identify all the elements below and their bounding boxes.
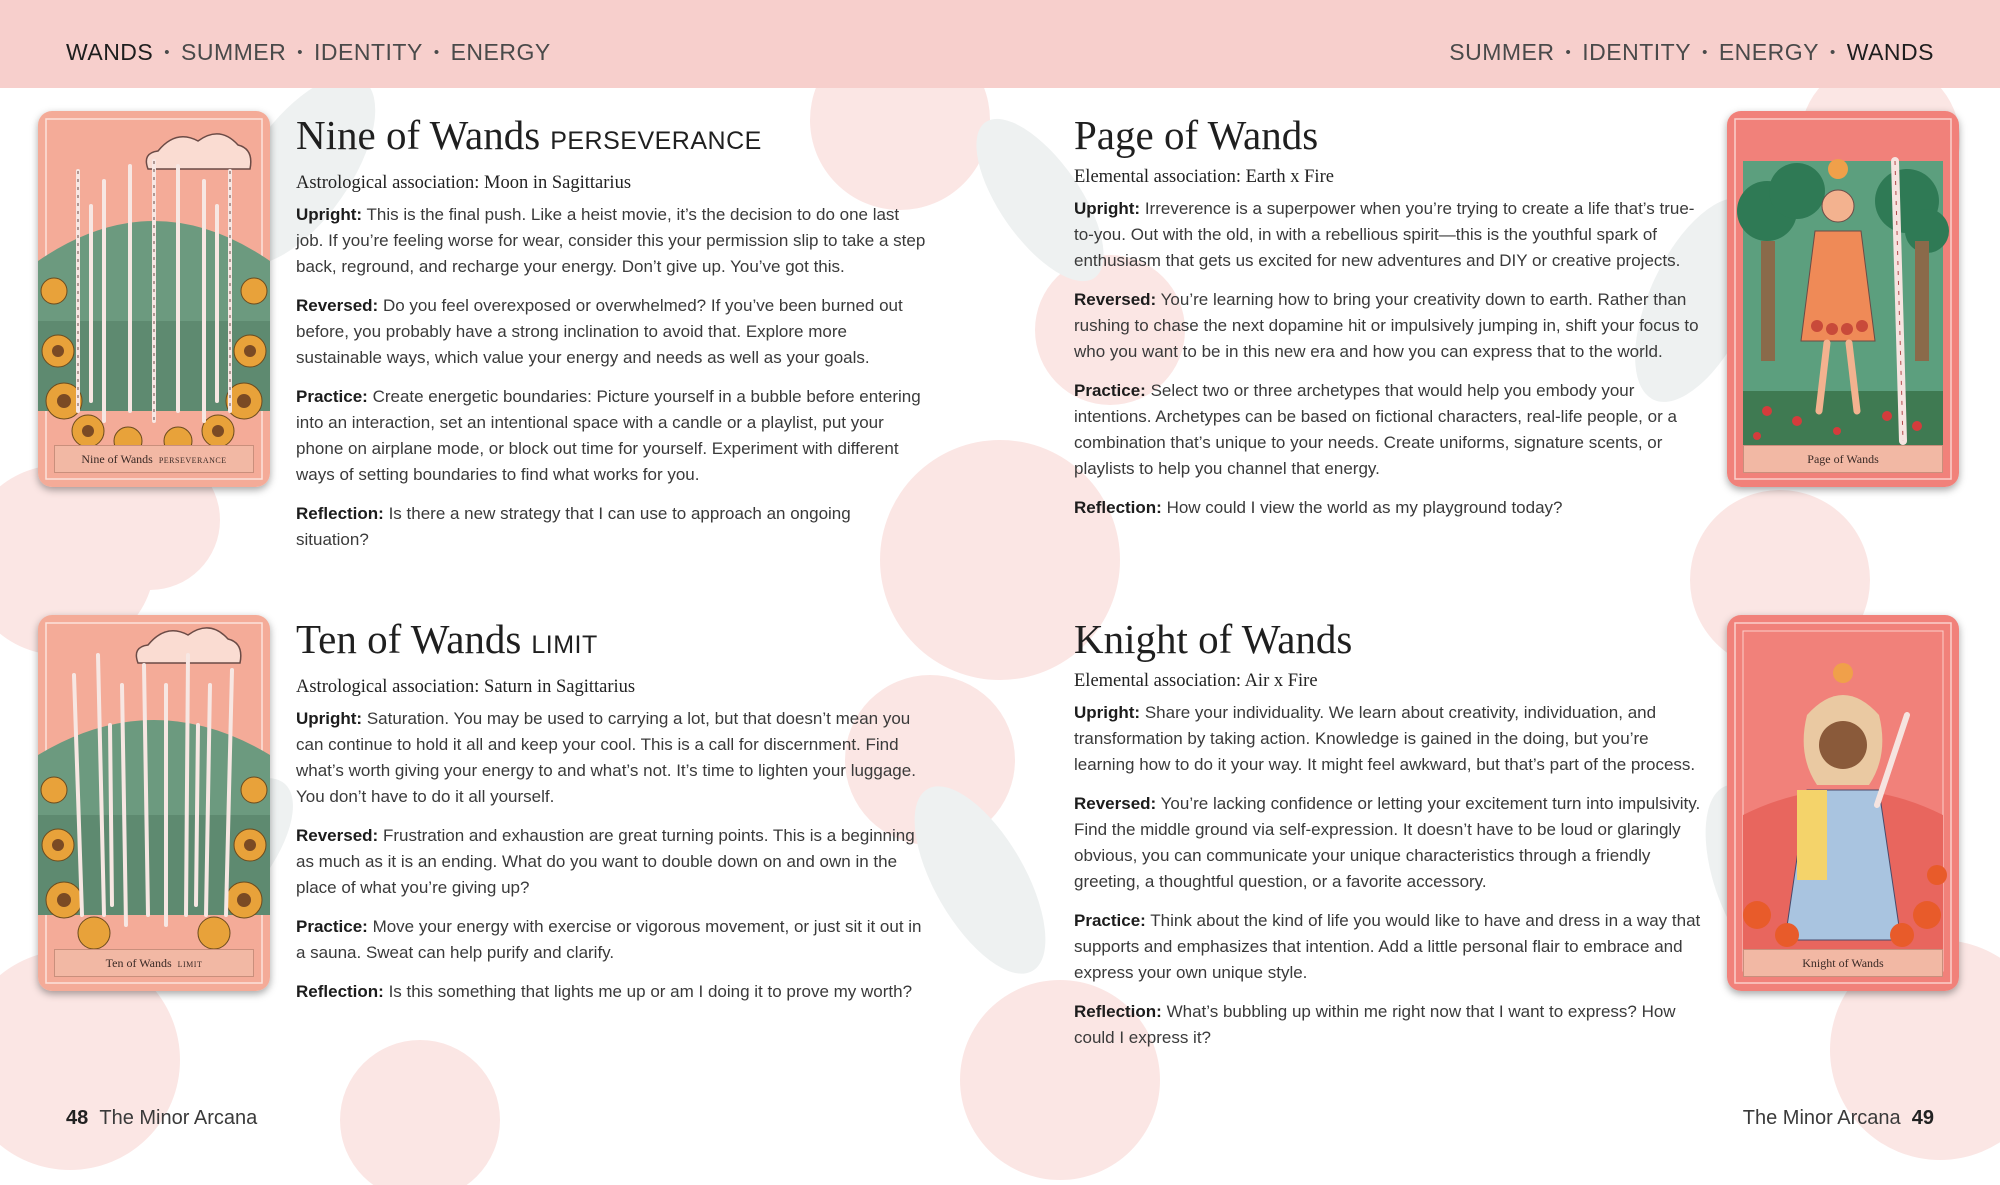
page-of-wands-card: [1727, 111, 1959, 487]
page-number: 49: [1911, 1107, 1934, 1129]
nav-separator: •: [297, 44, 304, 61]
entry-association: Astrological association: Saturn in Sagittarius: [296, 677, 636, 697]
entry-keyword: PERSEVERANCE: [550, 127, 762, 155]
upright-text: Upright: Irreverence is a superpower when you’re trying to create a life that’s true-to-you. Out with the old, in with a rebellious spirit—this is the youthful spark of enthusiasm that gets us excited for new adventures and DIY or creative projects.: [1074, 199, 1695, 270]
header-nav-left: [66, 39, 551, 66]
entry-page-of-wands: [1074, 113, 1706, 534]
entry-title: Knight of Wands: [1074, 616, 1353, 662]
ten-of-wands-illustration: [38, 615, 270, 991]
nav-separator: •: [164, 44, 171, 61]
footer-section-title: The Minor Arcana: [1742, 1107, 1901, 1129]
nine-of-wands-card: [38, 111, 270, 487]
practice-text: Practice: Create energetic boundaries: Picture yourself in a bubble before entering into an interaction, set an intentional space with a candle or a playlist, put your phone on airplane mode, or block out time for yourself. Experiment with different ways of setting boundaries to find what works for you.: [296, 387, 921, 484]
entry-title: Ten of Wands LIMIT: [296, 616, 598, 662]
entry-title: Page of Wands: [1074, 112, 1319, 158]
footer-section-title: The Minor Arcana: [99, 1107, 258, 1129]
nav-separator: •: [433, 44, 440, 61]
ten-of-wands-card: [38, 615, 270, 991]
nav-energy: ENERGY: [1718, 39, 1819, 65]
nav-identity: IDENTITY: [314, 39, 423, 65]
card-label: Nine of Wands PERSEVERANCE: [54, 445, 254, 473]
upright-text: Upright: Share your individuality. We learn about creativity, individuation, and transformation by taking action. Knowledge is gained in the doing, but you’re learning how to do it your way. It might feel awkward, but that’s part of the process.: [1074, 703, 1696, 774]
nav-identity: IDENTITY: [1582, 39, 1692, 65]
reversed-text: Reversed: Do you feel overexposed or overwhelmed? If you’ve been burned out before, you probably have a strong inclination to avoid that. Explore more sustainable ways, which value your energy and needs as well as your goals.: [296, 296, 903, 367]
card-label: Knight of Wands: [1743, 949, 1943, 977]
reflection-text: Reflection: What’s bubbling up within me right now that I want to express? How could I express it?: [1074, 1002, 1676, 1047]
knight-of-wands-illustration: [1727, 615, 1959, 991]
upright-text: Upright: This is the final push. Like a heist movie, it’s the decision to do one last job. If you’re feeling worse for wear, consider this your permission slip to take a step back, reground, and recharge your energy. Don’t give up. You’ve got this.: [296, 205, 926, 276]
entry-nine-of-wands: [296, 113, 928, 566]
reversed-text: Reversed: You’re learning how to bring your creativity down to earth. Rather than rushing to chase the next dopamine hit or impulsively jumping in, shift your focus to who you want to be in this new era and how you can express that to the world.: [1074, 290, 1699, 361]
reversed-text: Reversed: Frustration and exhaustion are great turning points. This is a beginning as much as it is an ending. What do you want to double down on and own in the place of what you’re giving up?: [296, 826, 915, 897]
knight-of-wands-card: [1727, 615, 1959, 991]
header-bar: [0, 0, 2000, 88]
nav-wands: WANDS: [1846, 39, 1934, 65]
nav-summer: SUMMER: [1449, 39, 1555, 65]
nav-separator: •: [1565, 44, 1572, 61]
entry-association: Astrological association: Moon in Sagittarius: [296, 173, 632, 193]
entry-knight-of-wands: [1074, 617, 1706, 1064]
entry-title: Nine of Wands PERSEVERANCE: [296, 112, 762, 158]
reversed-text: Reversed: You’re lacking confidence or letting your excitement turn into impulsivity. Find the middle ground via self-expression. It doesn’t have to be loud or glaringly obvious, you can communicate your unique characteristics through a friendly greeting, a thoughtful question, or a favorite accessory.: [1074, 794, 1701, 891]
page-number: 48: [66, 1107, 89, 1129]
footer-left: [66, 1107, 257, 1130]
entry-association: Elemental association: Earth x Fire: [1074, 167, 1334, 187]
page-of-wands-illustration: [1727, 111, 1959, 487]
upright-text: Upright: Saturation. You may be used to carrying a lot, but that doesn’t mean you can continue to hold it all and keep your cool. This is a call for discernment. Find what’s worth giving your energy to and what’s not. It’s time to lighten your luggage. You don’t have to do it all yourself.: [296, 709, 916, 806]
entry-keyword: LIMIT: [531, 631, 598, 659]
reflection-text: Reflection: How could I view the world as my playground today?: [1074, 498, 1563, 517]
reflection-text: Reflection: Is this something that lights me up or am I doing it to prove my worth?: [296, 982, 913, 1001]
card-label: Page of Wands: [1743, 445, 1943, 473]
nav-separator: •: [1702, 44, 1708, 61]
header-nav-right: [1449, 39, 1934, 66]
footer-right: [1743, 1107, 1934, 1130]
practice-text: Practice: Move your energy with exercise or vigorous movement, or just sit it out in a sauna. Sweat can help purify and clarify.: [296, 917, 922, 962]
entry-association: Elemental association: Air x Fire: [1074, 671, 1318, 691]
practice-text: Practice: Think about the kind of life you would like to have and dress in a way that supports and emphasizes that intention. Add a little personal flair to embrace and express your own unique style.: [1074, 911, 1701, 982]
nine-of-wands-illustration: [38, 111, 270, 487]
reflection-text: Reflection: Is there a new strategy that I can use to approach an ongoing situation?: [296, 504, 851, 549]
nav-wands: WANDS: [66, 39, 154, 65]
nav-energy: ENERGY: [450, 39, 551, 65]
entry-ten-of-wands: [296, 617, 928, 1018]
nav-separator: •: [1829, 44, 1836, 61]
card-label: Ten of Wands LIMIT: [54, 949, 254, 977]
practice-text: Practice: Select two or three archetypes that would help you embody your intentions. Archetypes can be based on fictional characters, real-life people, or a combination that’s unique to your needs. Create uniforms, signature scents, or playlists to help you channel that energy.: [1074, 381, 1677, 478]
nav-summer: SUMMER: [181, 39, 287, 65]
